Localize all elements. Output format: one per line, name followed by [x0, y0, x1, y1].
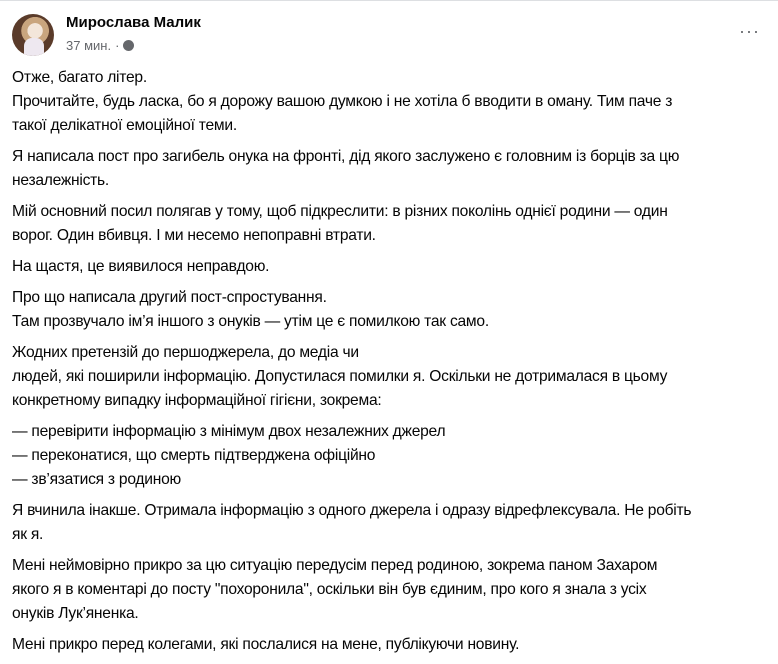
more-options-button[interactable]: ···: [739, 21, 760, 41]
post-paragraph: [12, 66, 774, 138]
post-paragraph: [12, 420, 774, 492]
post-paragraph: [12, 341, 774, 413]
paragraph-line: Мій основний посил полягав у тому, щоб підкреслити: в різних поколінь однієї родини — один: [12, 203, 668, 220]
paragraph-line: конкретному випадку інформаційної гігієни, зокрема:: [12, 392, 382, 409]
post-time[interactable]: 37 мин.: [66, 38, 112, 53]
paragraph-line: незалежність.: [12, 172, 110, 189]
post-paragraph: [12, 255, 774, 279]
divider: [0, 0, 778, 1]
post-text: [12, 66, 774, 664]
separator: ·: [115, 38, 120, 53]
globe-icon: [123, 40, 134, 51]
paragraph-line: На щастя, це виявилося неправдою.: [12, 258, 270, 275]
paragraph-line: Я вчинила інакше. Отримала інформацію з одного джерела і одразу відрефлексувала. Не робіть: [12, 502, 692, 519]
paragraph-line: Мені прикро перед колегами, які послалися на мене, публікуючи новину.: [12, 636, 520, 653]
paragraph-line: — переконатися, що смерть підтверджена офіційно: [12, 447, 376, 464]
post-meta: [66, 38, 134, 53]
paragraph-line: — зв’язатися з родиною: [12, 471, 181, 488]
post-paragraph: [12, 633, 774, 657]
paragraph-line: такої делікатної емоційної теми.: [12, 117, 237, 134]
paragraph-line: ворог. Один вбивця. І ми несемо непоправні втрати.: [12, 227, 376, 244]
paragraph-line: Жодних претензій до першоджерела, до медіа чи: [12, 344, 359, 361]
paragraph-line: Прочитайте, будь ласка, бо я дорожу вашою думкою і не хотіла б вводити в оману. Тим паче з: [12, 93, 673, 110]
paragraph-line: Я написала пост про загибель онука на фронті, дід якого заслужено є головним із борців за цю: [12, 148, 680, 165]
post-paragraph: [12, 200, 774, 248]
post-paragraph: [12, 286, 774, 334]
paragraph-line: Там прозвучало ім’я іншого з онуків — утім це є помилкою так само.: [12, 313, 489, 330]
author-name[interactable]: Мирослава Малик: [66, 14, 201, 31]
paragraph-line: Про що написала другий пост-спростування.: [12, 289, 327, 306]
paragraph-line: людей, які поширили інформацію. Допустилася помилки я. Оскільки не дотрималася в цьому: [12, 368, 668, 385]
post-paragraph: [12, 499, 774, 547]
paragraph-line: Мені неймовірно прикро за цю ситуацію передусім перед родиною, зокрема паном Захаром: [12, 557, 658, 574]
paragraph-line: як я.: [12, 526, 44, 543]
post-paragraph: [12, 145, 774, 193]
paragraph-line: — перевірити інформацію з мінімум двох незалежних джерел: [12, 423, 446, 440]
paragraph-line: Отже, багато літер.: [12, 69, 147, 86]
post-paragraph: [12, 554, 774, 626]
paragraph-line: онуків Лук’яненка.: [12, 605, 139, 622]
avatar[interactable]: [12, 14, 54, 56]
paragraph-line: якого я в коментарі до посту "похоронила", оскільки він був єдиним, про кого я знала з усіх: [12, 581, 647, 598]
